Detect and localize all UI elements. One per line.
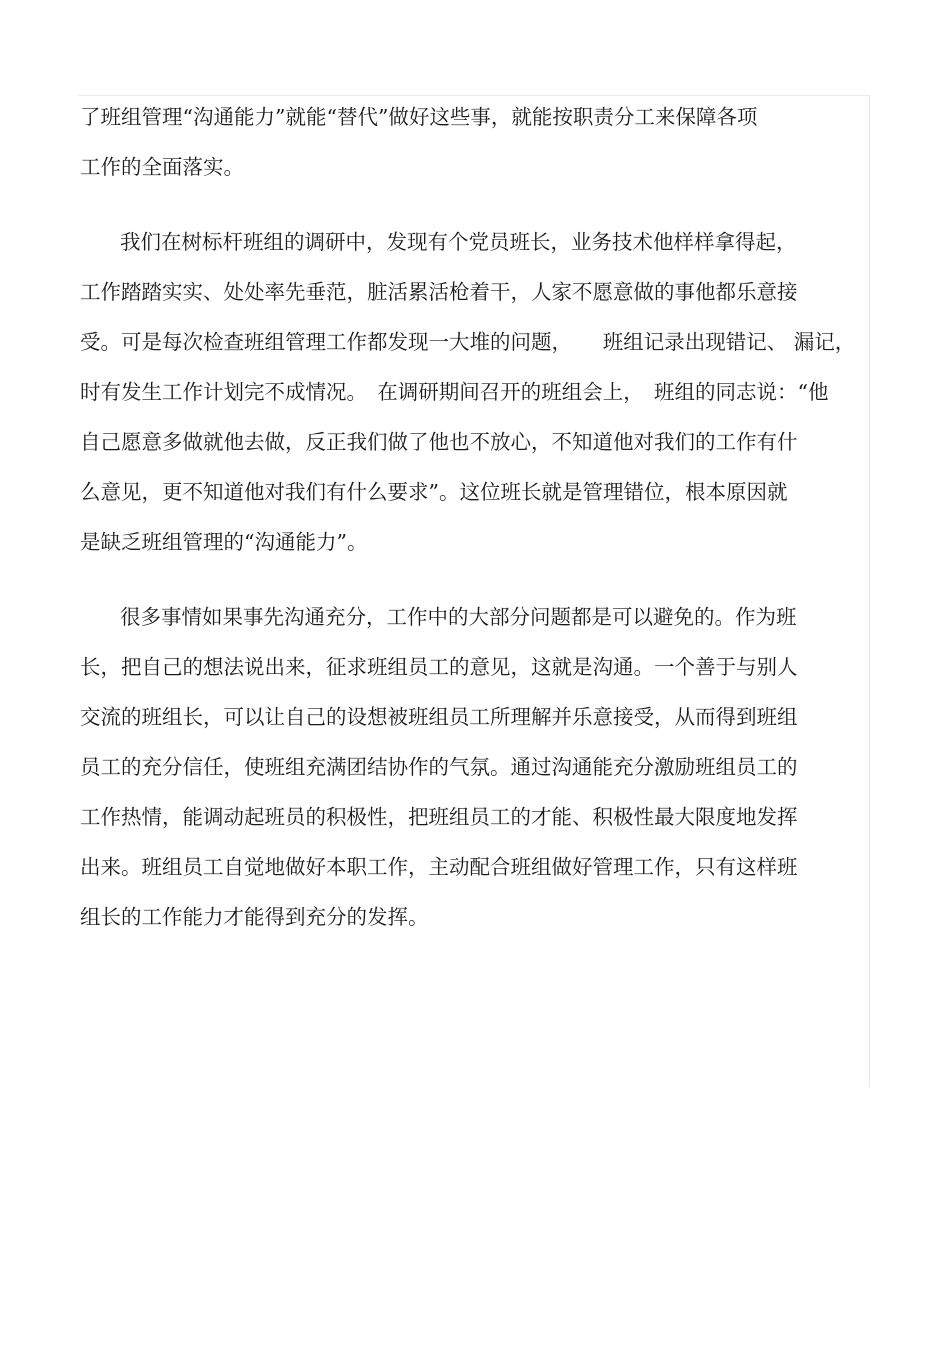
page-top-border	[78, 95, 870, 96]
paragraph-2-line-5: 自己愿意多做就他去做，反正我们做了他也不放心，不知道他对我们的工作有什	[80, 430, 798, 454]
paragraph-1-line-1: 了班组管理“沟通能力”就能“替代”做好这些事，就能按职责分工来保障各项	[80, 105, 758, 129]
paragraph-3-line-2: 长，把自己的想法说出来，征求班组员工的意见，这就是沟通。一个善于与别人	[80, 655, 798, 679]
paragraph-3-line-1: 很多事情如果事先沟通充分，工作中的大部分问题都是可以避免的。作为班	[120, 605, 797, 629]
paragraph-3-line-6: 出来。班组员工自觉地做好本职工作，主动配合班组做好管理工作，只有这样班	[80, 855, 798, 879]
paragraph-2-line-1: 我们在树标杆班组的调研中，发现有个党员班长，业务技术他样样拿得起，	[120, 230, 797, 254]
paragraph-3-line-7: 组长的工作能力才能得到充分的发挥。	[80, 905, 429, 929]
paragraph-2-line-7: 是缺乏班组管理的“沟通能力”。	[80, 530, 368, 554]
paragraph-1-line-2: 工作的全面落实。	[80, 155, 244, 179]
paragraph-2-line-2: 工作踏踏实实、处处率先垂范，脏活累活枪着干，人家不愿意做的事他都乐意接	[80, 280, 798, 304]
paragraph-2-line-6: 么意见，更不知道他对我们有什么要求”。这位班长就是管理错位，根本原因就	[80, 480, 788, 504]
paragraph-3-line-5: 工作热情，能调动起班员的积极性，把班组员工的才能、积极性最大限度地发挥	[80, 805, 798, 829]
paragraph-3-line-3: 交流的班组长，可以让自己的设想被班组员工所理解并乐意接受，从而得到班组	[80, 705, 798, 729]
paragraph-2-line-3: 受。可是每次检查班组管理工作都发现一大堆的问题， 班组记录出现错记、 漏记，	[80, 330, 856, 354]
page-right-border	[869, 95, 870, 1087]
paragraph-2-line-4: 时有发生工作计划完不成情况。 在调研期间召开的班组会上， 班组的同志说：“他	[80, 380, 829, 404]
paragraph-3-line-4: 员工的充分信任，使班组充满团结协作的气氛。通过沟通能充分激励班组员工的	[80, 755, 798, 779]
